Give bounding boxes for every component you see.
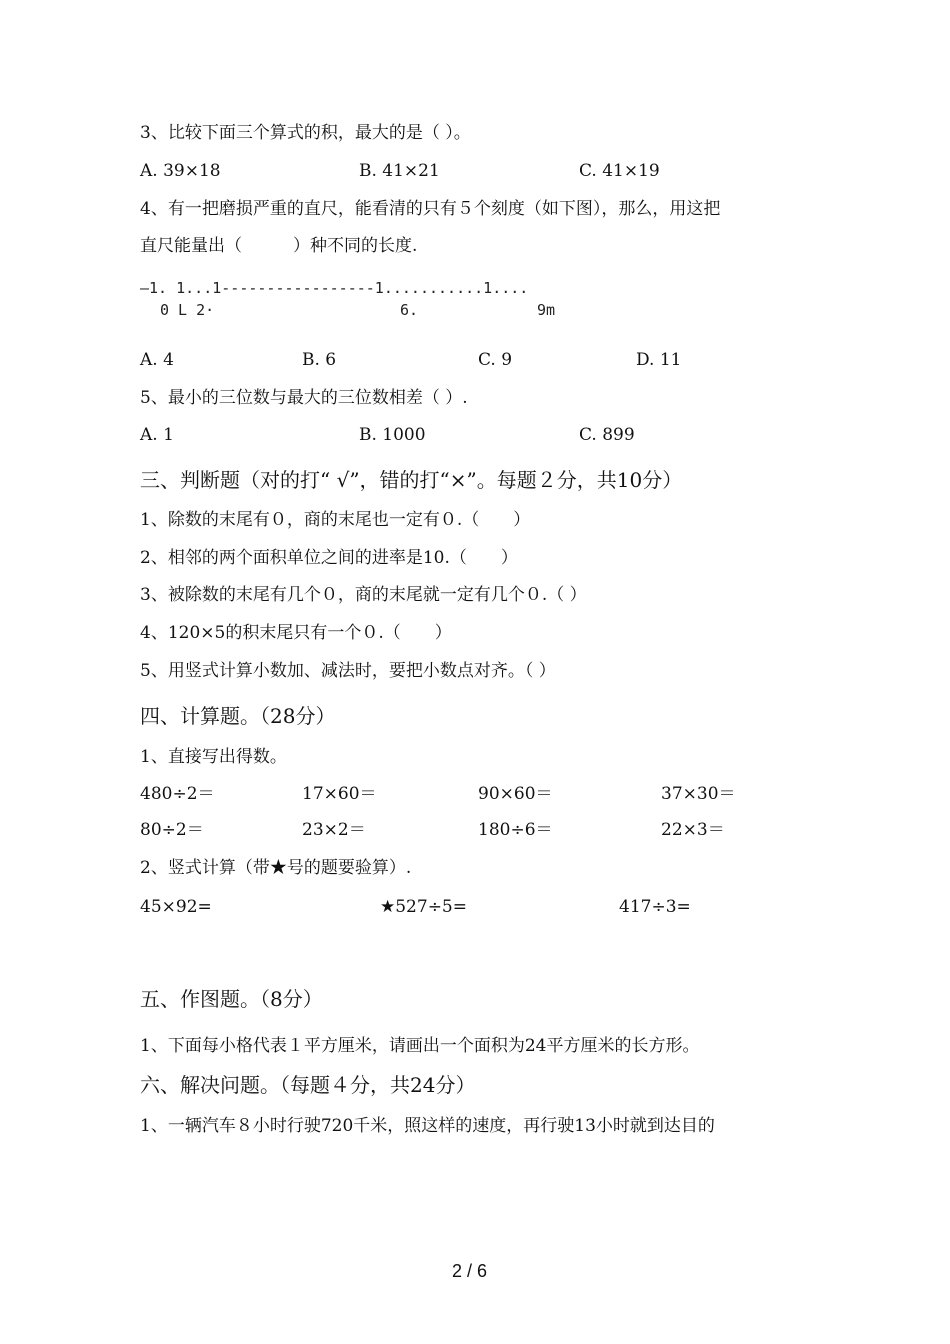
calc-r2c1: 80÷2＝	[140, 820, 204, 840]
question-4-option-a: A. 4	[140, 350, 174, 370]
ruler-label-left: 0 L 2·	[160, 301, 215, 319]
vertical-calc-2: ★527÷5=	[380, 897, 467, 917]
ruler-label-middle: 6.	[400, 301, 419, 319]
question-4-line-2: 直尺能量出（ ）种不同的长度.	[140, 236, 418, 256]
vertical-calc-1: 45×92=	[140, 897, 212, 917]
judgement-item-3: 3、被除数的末尾有几个０，商的末尾就一定有几个０.（ ）	[140, 585, 587, 605]
question-3-option-b: B. 41×21	[359, 161, 440, 181]
question-3-stem: 3、比较下面三个算式的积，最大的是（ ）。	[140, 123, 471, 143]
problem-item-1: 1、一辆汽车８小时行驶720千米，照这样的速度，再行驶13小时就到达目的	[140, 1116, 715, 1136]
question-5-stem: 5、最小的三位数与最大的三位数相差（ ）.	[140, 388, 468, 408]
section-3-title: 三、判断题（对的打“ √”，错的打“×”。每题２分，共10分）	[140, 468, 683, 492]
calc-r2c2: 23×2＝	[302, 820, 366, 840]
judgement-item-5: 5、用竖式计算小数加、减法时，要把小数点对齐。（ ）	[140, 661, 556, 681]
question-4-line-1: 4、有一把磨损严重的直尺，能看清的只有５个刻度（如下图），那么，用这把	[140, 199, 721, 219]
judgement-item-1: 1、除数的末尾有０，商的末尾也一定有０.（ ）	[140, 510, 531, 530]
calc-r1c2: 17×60＝	[302, 784, 377, 804]
calc-r1c1: 480÷2＝	[140, 784, 215, 804]
drawing-item-1: 1、下面每小格代表１平方厘米，请画出一个面积为24平方厘米的长方形。	[140, 1036, 700, 1056]
section-5-title: 五、作图题。（8分）	[140, 987, 323, 1011]
judgement-item-4: 4、120×5的积末尾只有一个０.（ ）	[140, 623, 452, 643]
question-5-option-b: B. 1000	[359, 425, 426, 445]
question-4-option-c: C. 9	[478, 350, 513, 370]
question-3-option-c: C. 41×19	[579, 161, 660, 181]
question-4-option-d: D. 11	[636, 350, 682, 370]
ruler-label-right: 9m	[537, 301, 556, 319]
question-5-option-a: A. 1	[140, 425, 174, 445]
calc-r2c4: 22×3＝	[661, 820, 725, 840]
calc-subheading-1: 1、直接写出得数。	[140, 747, 287, 767]
question-5-option-c: C. 899	[579, 425, 635, 445]
calc-r1c3: 90×60＝	[478, 784, 553, 804]
vertical-calc-3: 417÷3=	[619, 897, 691, 917]
question-4-option-b: B. 6	[302, 350, 337, 370]
judgement-item-2: 2、相邻的两个面积单位之间的进率是10.（ ）	[140, 548, 518, 568]
section-6-title: 六、解决问题。（每题４分，共24分）	[140, 1073, 476, 1097]
section-4-title: 四、计算题。（28分）	[140, 704, 336, 728]
calc-subheading-2: 2、竖式计算（带★号的题要验算）.	[140, 858, 412, 878]
question-3-option-a: A. 39×18	[140, 161, 221, 181]
ruler-scale: —1. 1...1-----------------1...........1....	[140, 279, 529, 297]
calc-r1c4: 37×30＝	[661, 784, 736, 804]
calc-r2c3: 180÷6＝	[478, 820, 553, 840]
page-number: 2 / 6	[452, 1261, 488, 1281]
